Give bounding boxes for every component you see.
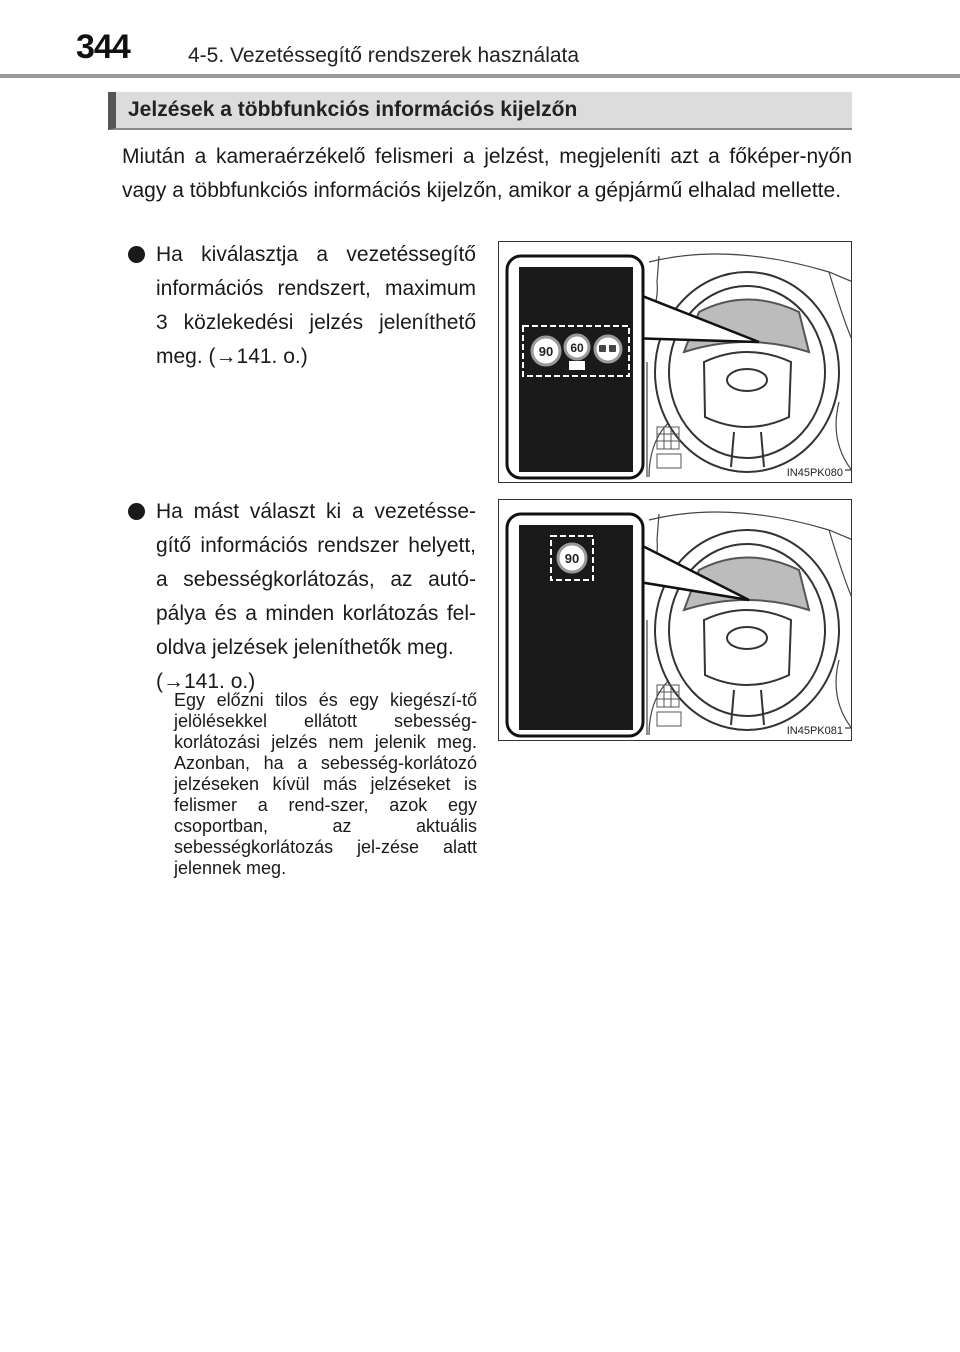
figure-code: IN45PK081 (786, 725, 843, 737)
bullet-item-2 (128, 495, 476, 699)
section-heading (108, 92, 852, 130)
chapter-title: 4-5. Vezetéssegítő rendszerek használata (188, 44, 580, 67)
figure-three-signs (498, 241, 852, 483)
no-overtaking-sign-icon (595, 336, 621, 362)
bullet-dot-icon (128, 503, 145, 520)
speed-sign-label: 90 (564, 551, 580, 566)
section-title: Jelzések a többfunkciós információs kijelzőn (128, 98, 578, 121)
figure-code: IN45PK080 (786, 467, 843, 479)
steering-wheel-icon (655, 272, 839, 472)
bullet-text: Ha kiválasztja a vezetéssegítő információs rendszert, maximum 3 közlekedési jelzés jeleníthető meg. (→141. o.) (156, 243, 476, 368)
bullet-dot-icon (128, 246, 145, 263)
figure-single-sign (498, 499, 852, 741)
steering-wheel-icon (655, 530, 839, 730)
header-rule (0, 74, 960, 78)
page-reference: →141. o.) (215, 345, 308, 368)
speed-sign-label: 60 (570, 341, 584, 355)
dashboard-illustration (499, 242, 852, 483)
bullet-item-1 (128, 238, 476, 374)
dashboard-illustration (499, 500, 852, 741)
page-number: 344 (76, 28, 130, 66)
page-reference: (→141. o.) (156, 670, 256, 693)
bullet-text: Ha mást választ ki a vezetésse-gítő információs rendszer helyett, a sebességkorlátozás, az autó-pálya és a minden korlátozás fel-oldva jelzések jeleníthetők meg. (→141. o.) (156, 500, 476, 693)
intro-paragraph: Miután a kameraérzékelő felismeri a jelzést, megjeleníti azt a főképer-nyőn vagy a többfunkciós információs kijelzőn, amikor a gépjármű elhalad mellette. (122, 145, 852, 202)
speed-sign-label: 90 (538, 344, 554, 359)
note-paragraph: Egy előzni tilos és egy kiegészí-tő jelölésekkel ellátott sebesség-korlátozási jelzés nem jelenik meg. Azonban, ha a sebesség-korlátozó jelzéseken kívül más jelzéseket is felismer a rend-szer, azok egy csoportban, az aktuális sebességkorlátozás jel-zése alatt jelennek meg. (174, 690, 477, 878)
